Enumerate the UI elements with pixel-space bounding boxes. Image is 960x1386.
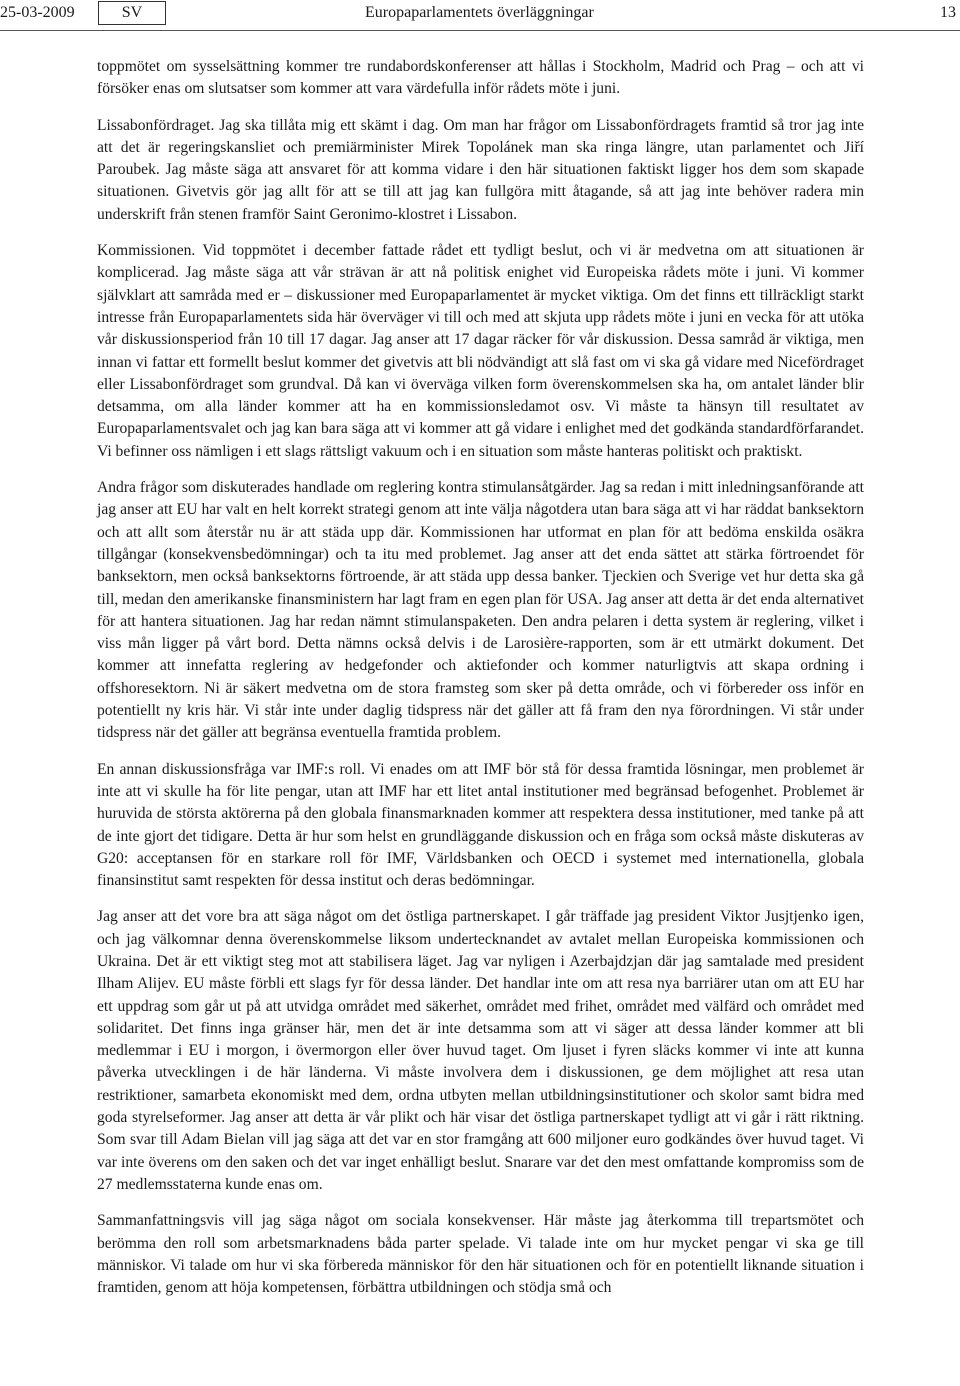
paragraph: Lissabonfördraget. Jag ska tillåta mig ett skämt i dag. Om man har frågor om Lissabonfördragets framtid så tror jag inte att det är regeringskansliet och premiärminister Mirek Topolánek man ska ringa längre, utan parlamentet och Jiří Paroubek. Jag måste säga att ansvaret för att komma vidare i den här situationen faktiskt ligger hos dem som skapade situationen. Givetvis gör jag allt för att se till att jag kan fullgöra mitt åtagande, så att jag inte behöver radera min underskrift från stenen framför Saint Geronimo-klostret i Lissabon. bbox=[97, 116, 864, 223]
paragraph: Kommissionen. Vid toppmötet i december fattade rådet ett tydligt beslut, och vi är medvetna om att situationen är komplicerad. Jag måste säga att vår strävan är att nå politisk enighet vid Europeiska rådets möte i juni. Vi kommer självklart att samråda med er – diskussioner med Europaparlamentet är mycket viktiga. Om det finns ett tillräckligt starkt intresse från Europaparlamentets sida här överväger vi till och med att skjuta upp rådets möte i juni en vecka för att utöka vår diskussionsperiod från 10 till 17 dagar. Jag anser att 17 dagar räcker för vår diskussion. Dessa samråd är viktiga, men innan vi fattar ett formellt beslut kommer det givetvis att bli nödvändigt att slå fast om vi ska gå vidare med Nicefördraget eller Lissabonfördraget som grundval. Då kan vi överväga vilken form överenskommelsen ska ha, om antalet länder blir detsamma, om alla länder kommer att ha en kommissionsledamot osv. Vi måste ta hänsyn till resultatet av Europaparlamentsvalet och jag kan bara säga att vi kommer att gå vidare i enlighet med det godkända standardförfarandet. Vi befinner oss nämligen i ett slags rättsligt vakuum och i en situation som måste hanteras politiskt och praktiskt. bbox=[97, 242, 864, 460]
paragraph: Jag anser att det vore bra att säga något om det östliga partnerskapet. I går träffade jag president Viktor Jusjtjenko igen, och jag välkomnar denna överenskommelse liksom undertecknandet av avtalet mellan Europeiska kommissionen och Ukraina. Det är ett viktigt steg mot att stabilisera läget. Jag var nyligen i Azerbajdzjan där jag samtalade med president Ilham Alijev. EU måste förbli ett slags fyr för dessa länder. Det handlar inte om att resa nya barriärer utan om att EU har ett uppdrag som går ut på att utvidga området med säkerhet, området med frihet, området med välfärd och området med solidaritet. Det finns inga gränser här, men det är inte detsamma som att vi säger att dessa länder kommer att bli medlemmar i EU i morgon, i övermorgon eller över huvud taget. Om ljuset i fyren släcks kommer vi inte att kunna påverka utvecklingen i de här länderna. Vi måste involvera dem i diskussionen, ge dem möjlighet att resa utan restriktioner, samarbeta ekonomiskt med dem, ordna utbyten mellan utbildningsinstitutioner och skolor samt bidra med goda styrelseformer. Jag anser att detta är vår plikt och här visar det östliga partnerskapet tydligt att vi går i rätt riktning. Som svar till Adam Bielan vill jag säga att det var en stor framgång att 600 miljoner euro godkändes över huvud taget. Vi var inte överens om den saken och det var inget enhälligt beslut. Snarare var det den mest omfattande kompromiss som de 27 medlemsstaterna kunde enas om. bbox=[97, 908, 864, 1193]
paragraph: Andra frågor som diskuterades handlade om reglering kontra stimulansåtgärder. Jag sa redan i mitt inledningsanförande att jag anser att EU har valt en helt korrekt strategi genom att inte välja någotdera utan bara säga att vi har räddat banksektorn och att allt som återstår nu är att städa upp där. Kommissionen har utformat en plan för att bedöma enskilda osäkra tillgångar (konsekvensbedömningar) och ta itu med problemet. Jag anser att det enda sättet att stärka förtroendet för banksektorn, men också banksektorns förtroende, är att städa upp dessa banker. Tjeckien och Sverige vet hur detta ska gå till, medan den amerikanske finansministern har lagt fram en egen plan för USA. Jag anser att detta är det enda alternativet för att hantera situationen. Jag har redan nämnt stimulanspaketen. Den andra pelaren i detta system är reglering, vilket i viss mån ligger på vårt bord. Detta nämns också delvis i de Larosière-rapporten, som är ett utmärkt dokument. Det kommer att innefatta reglering av hedgefonder och aktiefonder och kommer naturligtvis att skapa ordning i offshoresektorn. Ni är säkert medvetna om de stora framsteg som sker på detta område, och vi förbereder oss inför en potentiellt ny kris här. Vi står inte under daglig tidspress när det gäller att få fram den nya förordningen. Vi står under tidspress när det gäller att begränsa eventuella framtida problem. bbox=[97, 479, 864, 742]
header-date: 25-03-2009 bbox=[0, 4, 75, 21]
page-number: 13 bbox=[940, 4, 956, 21]
paragraph: En annan diskussionsfråga var IMF:s roll. Vi enades om att IMF bör stå för dessa framtida lösningar, men problemet är inte att vi skulle ha för lite pengar, utan att IMF har ett litet antal institutioner med begränsad befogenhet. Problemet är huruvida de största aktörerna på den globala finansmarknaden kommer att respektera dessa institutioner, med tanke på att de inte gjort det tidigare. Detta är hur som helst en grundläggande diskussion och en fråga som också måste diskuteras av G20: acceptansen för en starkare roll för IMF, Världsbanken och OECD i systemet med internationella, globala finansinstitut samt respekten för dessa institut och deras bedömningar. bbox=[97, 760, 864, 890]
document-body bbox=[97, 56, 864, 1313]
paragraph: Sammanfattningsvis vill jag säga något om sociala konsekvenser. Här måste jag återkomma till trepartsmötet och berömma den roll som arbetsmarknadens båda parter spelade. Vi talade inte om hur mycket pengar vi ska ge till människor. Vi talade om hur vi ska förbereda människor för den här situationen och för en potentiellt liknande situation i framtiden, genom att höja kompetensen, förbättra utbildningen och stödja små och bbox=[97, 1212, 864, 1297]
language-badge: SV bbox=[98, 1, 166, 25]
paragraph: toppmötet om sysselsättning kommer tre rundabordskonferenser att hållas i Stockholm, Madrid och Prag – och att vi försöker enas om slutsatser som kommer att vara värdefulla inför rådets möte i juni. bbox=[97, 58, 864, 98]
page-header bbox=[0, 0, 960, 31]
document-title: Europaparlamentets överläggningar bbox=[365, 4, 594, 21]
